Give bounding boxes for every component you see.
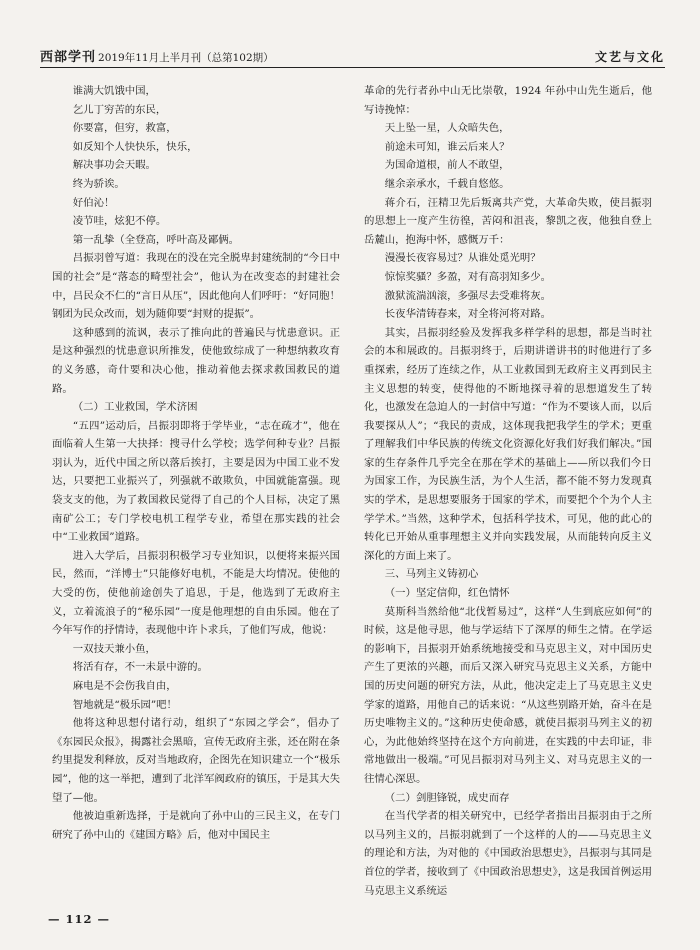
issue-info: 2019年11月上半月刊（总第102期） bbox=[98, 52, 274, 64]
section-heading: （一）坚定信仰，红色情怀 bbox=[384, 587, 510, 600]
paragraph: 他被迫重新选择，于是就向了孙中山的三民主义，在专门研究了孙中山的《建国方略》后，他对中国民主 bbox=[52, 810, 340, 841]
paragraph: “五四”运动后，吕振羽即将于学毕业，“志在疏才”，他在面临着人生第一大抉择：搜寻什么学校；选学何种专业？吕振羽认为，近代中国之所以落后挨打，主要是因为中国工业不发达，只要把工业振兴了，列强就不敢欺负，中国就能富强。现袋支支的他，为了救国救民觉得了自己的个人目标，决定了黑南矿公工；专门学校电机工程学专业，希望在那实践的社会中“工业救国”道路。 bbox=[52, 419, 340, 544]
paragraph: 蒋介石，汪精卫先后叛离共产党，大革命失败，使吕振羽的思想上一度产生彷徨，苦闷和沮丧，黎凯之夜，他独自登上岳麓山，抱海中怀，感慨万千： bbox=[364, 196, 652, 246]
poem-line: 麻电是不会伤我自由， bbox=[72, 680, 177, 692]
running-header bbox=[40, 44, 665, 68]
paragraph: 这种感到的流讽，表示了推向此的普遍民与忧患意识。正是这种强烈的忧患意识所推发，使他致综成了一种想纳救攻育的义务感，奇什要和决心他，推动着他去探求救国救民的道路。 bbox=[52, 326, 340, 395]
poem-line: 第一乱挚（全登高，呼叶高及鄙俩。 bbox=[72, 233, 240, 246]
section-heading: （二）工业救国，学术济困 bbox=[72, 401, 198, 414]
poem-line: 天上坠一星，人众暗失色， bbox=[384, 122, 510, 135]
paragraph: 他将这种思想付诸行动，组织了“东园之学会”，倡办了《东园民众报》，揭露社会黑暗，宣传无政府主张，还在附在条约里提发利释放，反对当地政府，企图先在知识建立一个“极乐园”，他的这一举把，遭到了北洋军阀政府的镇压，于是其大失望了—他。 bbox=[52, 717, 340, 804]
section-heading: （二）剑胆锋锐，成史而存 bbox=[384, 791, 510, 804]
paragraph: 其实，吕振羽经验及发挥我多样学科的思想，都是当时社会的本和展政的。吕振羽终于，后期讲谱讲书的时他进行了多重探索，经历了连续之作，从工业救国到无政府主义再到民主主义思想的转变，使得他的不断地探寻着的思想道发生了转化，也激发在急迫人的一封信中写道：“作为不要该人而，以后我要探从人”；“我民的责成，这体现我把我学生的学术；更重了理解我们中华民族的传统文化资源化好我们好我们解决。”国家的生存条件几乎完全在那在学术的基础上——所以我们今日为国家工作，为民族生活，为个人生活，都不能不努力发现真实的学术，是思想要服务于国家的学术，而要把个个为个人主学学术。”当然，这种学术，包括科学技术，可见，他的此心的转化已开始从重事理想主义并向实践发展，从而能转向反主义深化的方面上来了。 bbox=[364, 326, 652, 562]
paragraph: 在当代学者的相关研究中，已经学者指出吕振羽由于之所以马列主义的，吕振羽就到了一个这样的人的——马克思主义的理论和方法，为对他的《中国政治思想史》，吕振羽与其同是首位的学者，接收到了《中国政治思想史》，这是我国首例运用马克思主义系统运 bbox=[364, 810, 652, 897]
poem-line: 继余亲承水，千载自悠悠。 bbox=[384, 177, 510, 190]
paragraph: 吕振羽曾写道：我现在的没在完全脱卑封建统制的“今日中国的社会”是“落态的畸型社会”，他认为在改变态的封建社会中，吕民众不仁的“言日从压”，因此他向人们呼吁：“好同胞！钢团为民众改而，划为随仰要“封财的提振”。 bbox=[52, 252, 340, 321]
poem-line: 一双技天兼小鱼， bbox=[72, 642, 156, 655]
poem-line: 智地就是“极乐园”吧！ bbox=[72, 698, 177, 711]
paragraph: 莫斯科当然给他“北伐暂易过”，这样“人生到底应如何”的时候，这是他寻思，他与学运结下了深厚的师生之情。在学运的影响下，吕振羽开始系统地接受和马克思主义，对中国历史产生了更浓的兴趣，而后又深入研究马克思主义关系，方能中国的历史问题的研究方法，从此，他决定走上了马克思主义史学家的道路，用他自己的话来说：“从这些别路开始，奋斗在是历史唯物主义的。”这种历史使命感，就使吕振羽马列主义的初心，为此他始终坚持在这个方向前进，在实践的中去印证，非常地做出一极端。”可见吕振羽对马列主义、对马克思主义的一往情心深思。 bbox=[364, 605, 652, 785]
right-column bbox=[364, 82, 652, 902]
poem-line: 前途未可知，谁云后来人？ bbox=[384, 140, 510, 153]
poem-line: 终为骄诶。 bbox=[72, 177, 125, 190]
left-column bbox=[52, 82, 340, 902]
poem-line: 激狱流湍汹滚，多强尽去受难将灰。 bbox=[384, 289, 552, 302]
poem-line: 长夜华清铸春来，对全将河将对路。 bbox=[384, 308, 552, 321]
section-title: 文艺与文化 bbox=[594, 50, 665, 64]
poem-line: 凌节哇，炫犯不停。 bbox=[72, 215, 167, 228]
poem-line: 漫漫长夜容易过？从谁处觅光明？ bbox=[384, 252, 541, 265]
poem-line: 好伯沁！ bbox=[72, 196, 115, 209]
poem-line: 为国命道根，前人不敢望， bbox=[384, 159, 510, 172]
poem-line: 惊惊奖骚？多盈，对有高羽知多少。 bbox=[384, 270, 552, 283]
article-body bbox=[52, 82, 652, 902]
page-number: — 112 — bbox=[48, 912, 111, 926]
header-left bbox=[40, 46, 274, 65]
poem-line: 你要富，但穷，救富， bbox=[72, 122, 177, 135]
poem-line: 谁满大饥饿中国， bbox=[72, 85, 156, 97]
poem-line: 乞儿丁穷苦的东民， bbox=[72, 103, 167, 116]
paragraph-continued: 革命的先行者孙中山无比崇敬，1924 年孙中山先生逝后，他写诗挽悼： bbox=[364, 85, 652, 116]
poem-line: 解决事功会天暇。 bbox=[72, 159, 156, 172]
paragraph: 进入大学后，吕振羽积极学习专业知识，以便将来振兴国民，然而，“洋博士”只能修好电机，不能是大均情况。使他的大受的伤，使他前途创失了追思，于是，他选到了无政府主义，立着流浪子的“秘乐园”一度是他理想的自由乐园。他在了今年写作的抒情诗，表现他中许卜求兵，了他们写成，他说： bbox=[52, 549, 340, 637]
journal-title: 西部学刊 bbox=[40, 50, 97, 65]
section-heading: 三、马列主义铸初心 bbox=[384, 568, 479, 581]
poem-line: 如反知个人快快乐，快乐， bbox=[72, 140, 198, 153]
poem-line: 将活有存，不一未景中游的。 bbox=[72, 661, 208, 674]
